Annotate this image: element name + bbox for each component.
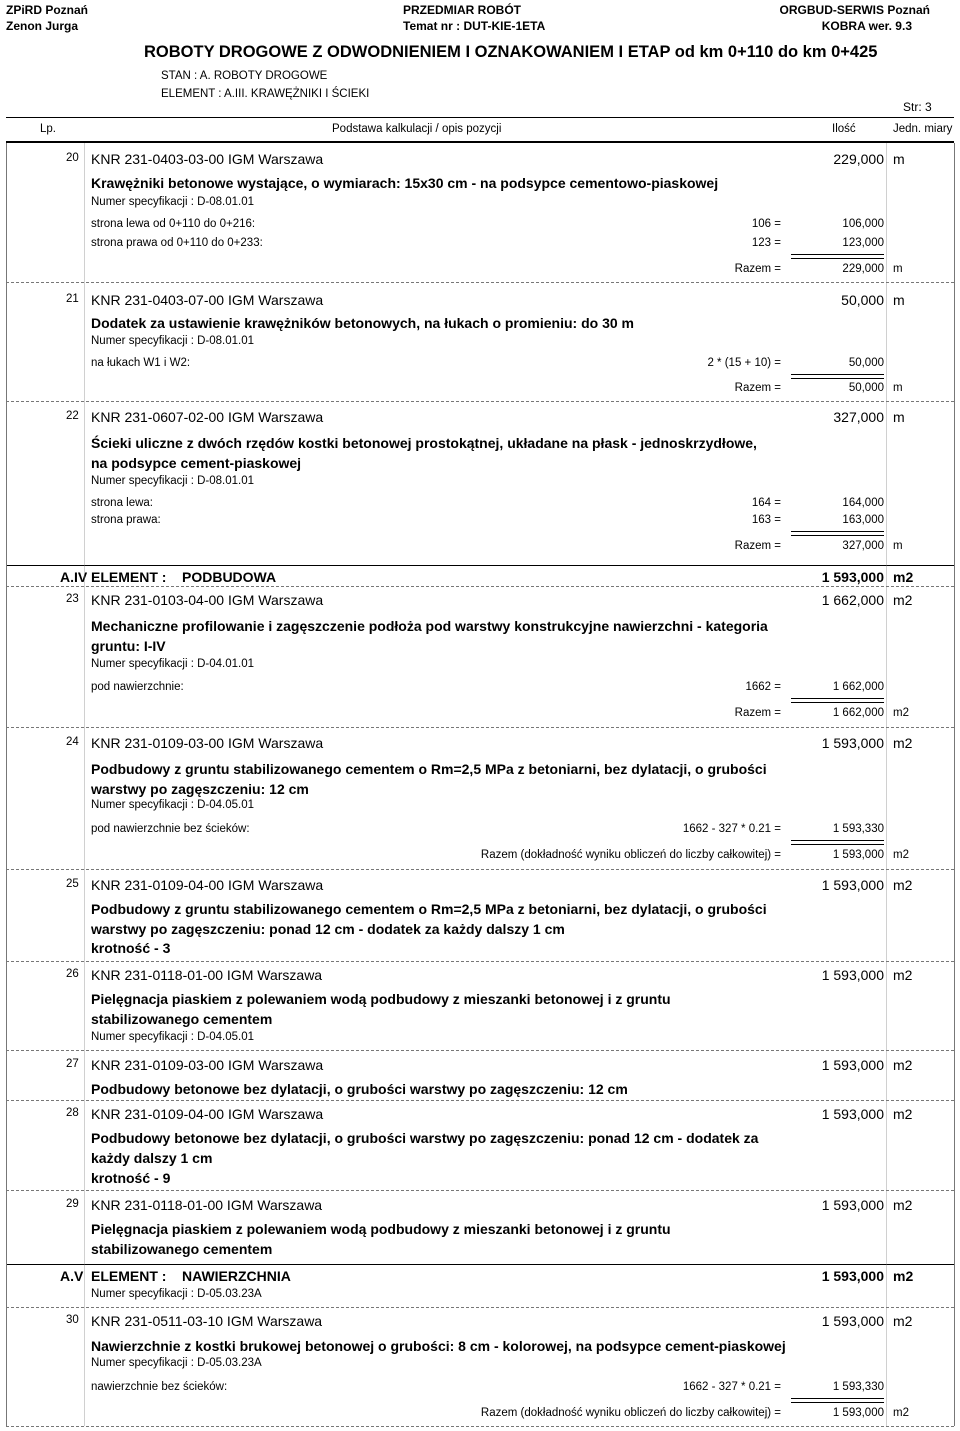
row-separator xyxy=(6,282,954,283)
calc-label: pod nawierzchnie bez ścieków: xyxy=(91,823,250,835)
unit: m xyxy=(893,151,905,167)
header-doc-title: PRZEDMIAR ROBÓT xyxy=(403,3,521,17)
quantity: 1 593,000 xyxy=(821,877,884,893)
razem-label: Razem (dokładność wyniku obliczeń do liczby całkowitej) = xyxy=(480,849,781,861)
quantity: 1 662,000 xyxy=(821,592,884,608)
row-separator xyxy=(6,1307,954,1308)
razem-label: Razem (dokładność wyniku obliczeń do liczby całkowitej) = xyxy=(480,1407,781,1419)
table-border-right xyxy=(954,143,955,1426)
razem-value: 1 593,000 xyxy=(832,849,884,861)
spec-number: Numer specyfikacji : D-05.03.23A xyxy=(91,1357,262,1369)
calc-label: strona prawa: xyxy=(91,514,161,526)
calc-expression: 1662 = xyxy=(745,681,781,693)
position-description: Dodatek za ustawienie krawężników betonowych, na łukach o promieniu: do 30 m xyxy=(91,315,635,331)
lp-number: 30 xyxy=(66,1314,79,1326)
lp-number: 22 xyxy=(66,410,79,422)
sum-rule xyxy=(791,254,884,259)
position-description: Mechaniczne profilowanie i zagęszczenie podłoża pod warstwy konstrukcyjne nawierzchni - kategoria gruntu: I-IV xyxy=(91,618,768,654)
header-author: Zenon Jurga xyxy=(6,19,79,33)
knr-code: KNR 231-0118-01-00 IGM Warszawa xyxy=(91,967,323,983)
element-code: A.V xyxy=(60,1268,84,1284)
calc-expression: 123 = xyxy=(751,237,781,249)
calc-expression: 1662 - 327 * 0.21 = xyxy=(682,1381,781,1393)
element-unit: m2 xyxy=(893,1268,914,1284)
col-basis: Podstawa kalkulacji / opis pozycji xyxy=(332,123,502,135)
razem-unit: m xyxy=(893,540,903,552)
spec-number: Numer specyfikacji : D-04.01.01 xyxy=(91,658,254,670)
element-code: A.IV xyxy=(60,569,88,585)
razem-unit: m2 xyxy=(893,849,909,861)
col-unit: Jedn. miary xyxy=(893,123,953,135)
quantity: 327,000 xyxy=(833,409,884,425)
razem-unit: m2 xyxy=(893,1407,909,1419)
position-description: Podbudowy z gruntu stabilizowanego cementem o Rm=2,5 MPa z betoniarni, bez dylatacji, o grubości warstwy po zagęszczeniu: ponad 12 cm - dodatek za każdy dalszy 1 cm xyxy=(91,901,767,937)
knr-code: KNR 231-0109-03-00 IGM Warszawa xyxy=(91,735,324,751)
column-divider xyxy=(886,143,887,1426)
razem-label: Razem = xyxy=(734,707,781,719)
page-title: ROBOTY DROGOWE Z ODWODNIENIEM I OZNAKOWANIEM I ETAP od km 0+110 do km 0+425 xyxy=(144,43,878,61)
header-company-right: ORGBUD-SERWIS Poznań xyxy=(779,3,930,17)
unit: m2 xyxy=(893,1057,913,1073)
element-quantity: 1 593,000 xyxy=(821,569,884,585)
calc-label: nawierzchnie bez ścieków: xyxy=(91,1381,228,1393)
calc-expression: 2 * (15 + 10) = xyxy=(707,357,781,369)
element-rule xyxy=(6,565,954,566)
calc-expression: 164 = xyxy=(751,497,781,509)
position-description: Pielęgnacja piaskiem z polewaniem wodą podbudowy z mieszanki betonowej i z gruntu stabilizowanego cementem xyxy=(91,1221,671,1257)
col-qty: Ilość xyxy=(832,123,856,135)
row-separator xyxy=(6,961,954,962)
razem-value: 50,000 xyxy=(848,382,884,394)
position-description: Podbudowy betonowe bez dylatacji, o grubości warstwy po zagęszczeniu: ponad 12 cm - dodatek za każdy dalszy 1 cm xyxy=(91,1130,759,1166)
knr-code: KNR 231-0109-04-00 IGM Warszawa xyxy=(91,877,324,893)
lp-number: 23 xyxy=(66,593,79,605)
lp-number: 20 xyxy=(66,152,79,164)
row-separator xyxy=(6,1190,954,1191)
spec-number: Numer specyfikacji : D-04.05.01 xyxy=(91,799,254,811)
unit: m2 xyxy=(893,735,913,751)
sum-rule xyxy=(791,840,884,845)
calc-label: strona prawa od 0+110 do 0+233: xyxy=(91,237,263,249)
knr-code: KNR 231-0511-03-10 IGM Warszawa xyxy=(91,1313,323,1329)
calc-value: 1 593,330 xyxy=(832,823,884,835)
spec-number: Numer specyfikacji : D-08.01.01 xyxy=(91,475,254,487)
page-number: Str: 3 xyxy=(903,100,932,114)
sum-rule xyxy=(791,1398,884,1403)
lp-number: 24 xyxy=(66,736,79,748)
position-description: Krawężniki betonowe wystające, o wymiarach: 15x30 cm - na podsypce cementowo-piaskowej xyxy=(91,175,719,191)
table-border-left xyxy=(6,143,7,1426)
unit: m2 xyxy=(893,1106,913,1122)
quantity: 229,000 xyxy=(833,151,884,167)
calc-value: 163,000 xyxy=(842,514,884,526)
razem-unit: m xyxy=(893,382,903,394)
sum-rule xyxy=(791,531,884,536)
position-description: Pielęgnacja piaskiem z polewaniem wodą podbudowy z mieszanki betonowej i z gruntu stabilizowanego cementem xyxy=(91,991,671,1027)
unit: m xyxy=(893,292,905,308)
razem-value: 1 593,000 xyxy=(832,1407,884,1419)
knr-code: KNR 231-0109-03-00 IGM Warszawa xyxy=(91,1057,324,1073)
row-separator xyxy=(6,401,954,402)
razem-label: Razem = xyxy=(734,382,781,394)
quantity: 1 593,000 xyxy=(821,1057,884,1073)
calc-label: na łukach W1 i W2: xyxy=(91,357,191,369)
header-version: KOBRA wer. 9.3 xyxy=(821,19,912,33)
calc-value: 164,000 xyxy=(842,497,884,509)
knr-code: KNR 231-0403-07-00 IGM Warszawa xyxy=(91,292,324,308)
calc-expression: 163 = xyxy=(751,514,781,526)
quantity: 1 593,000 xyxy=(821,1106,884,1122)
unit: m2 xyxy=(893,967,913,983)
quantity: 1 593,000 xyxy=(821,1197,884,1213)
razem-label: Razem = xyxy=(734,263,781,275)
razem-value: 327,000 xyxy=(842,540,884,552)
calc-value: 50,000 xyxy=(848,357,884,369)
calc-value: 106,000 xyxy=(842,218,884,230)
unit: m xyxy=(893,409,905,425)
razem-value: 229,000 xyxy=(842,263,884,275)
knr-code: KNR 231-0607-02-00 IGM Warszawa xyxy=(91,409,324,425)
unit: m2 xyxy=(893,1313,913,1329)
razem-unit: m2 xyxy=(893,707,909,719)
multiplier: krotność - 3 xyxy=(91,940,171,956)
calc-value: 123,000 xyxy=(842,237,884,249)
razem-label: Razem = xyxy=(734,540,781,552)
row-separator xyxy=(6,727,954,728)
row-separator xyxy=(6,586,954,587)
knr-code: KNR 231-0403-03-00 IGM Warszawa xyxy=(91,151,324,167)
calc-label: strona lewa od 0+110 do 0+216: xyxy=(91,218,256,230)
lp-number: 21 xyxy=(66,293,79,305)
position-description: Nawierzchnie z kostki brukowej betonowej o grubości: 8 cm - kolorowej, na podsypce cement-piaskowej xyxy=(91,1338,786,1354)
quantity: 1 593,000 xyxy=(821,1313,884,1329)
header-rule-bottom xyxy=(6,141,954,143)
element-title: ELEMENT : NAWIERZCHNIA xyxy=(91,1268,291,1284)
row-separator xyxy=(6,1426,954,1427)
sum-rule xyxy=(791,374,884,379)
sum-rule xyxy=(791,698,884,703)
header-company-left: ZPiRD Poznań xyxy=(6,3,89,17)
spec-number: Numer specyfikacji : D-08.01.01 xyxy=(91,335,254,347)
unit: m2 xyxy=(893,1197,913,1213)
calc-value: 1 662,000 xyxy=(832,681,884,693)
spec-number: Numer specyfikacji : D-05.03.23A xyxy=(91,1288,262,1300)
quantity: 50,000 xyxy=(841,292,884,308)
multiplier: krotność - 9 xyxy=(91,1170,171,1186)
calc-expression: 1662 - 327 * 0.21 = xyxy=(682,823,781,835)
row-separator xyxy=(6,869,954,870)
lp-number: 29 xyxy=(66,1198,79,1210)
stan-label: STAN : A. ROBOTY DROGOWE xyxy=(161,70,328,82)
spec-number: Numer specyfikacji : D-04.05.01 xyxy=(91,1031,254,1043)
header-topic: Temat nr : DUT-KIE-1ETA xyxy=(403,19,546,33)
lp-number: 27 xyxy=(66,1058,79,1070)
calc-label: pod nawierzchnie: xyxy=(91,681,184,693)
column-divider xyxy=(84,143,85,1426)
element-rule xyxy=(6,1264,954,1265)
lp-number: 26 xyxy=(66,968,79,980)
element-unit: m2 xyxy=(893,569,914,585)
knr-code: KNR 231-0109-04-00 IGM Warszawa xyxy=(91,1106,324,1122)
element-quantity: 1 593,000 xyxy=(821,1268,884,1284)
calc-expression: 106 = xyxy=(751,218,781,230)
calc-value: 1 593,330 xyxy=(832,1381,884,1393)
spec-number: Numer specyfikacji : D-08.01.01 xyxy=(91,196,254,208)
header-rule-top xyxy=(6,117,954,118)
row-separator xyxy=(6,1050,954,1051)
row-separator xyxy=(6,1100,954,1101)
knr-code: KNR 231-0118-01-00 IGM Warszawa xyxy=(91,1197,323,1213)
element-label: ELEMENT : A.III. KRAWĘŻNIKI I ŚCIEKI xyxy=(161,88,370,100)
unit: m2 xyxy=(893,592,913,608)
col-lp: Lp. xyxy=(40,123,56,135)
razem-unit: m xyxy=(893,263,903,275)
quantity: 1 593,000 xyxy=(821,735,884,751)
knr-code: KNR 231-0103-04-00 IGM Warszawa xyxy=(91,592,324,608)
element-title: ELEMENT : PODBUDOWA xyxy=(91,569,277,585)
position-description: Podbudowy z gruntu stabilizowanego cementem o Rm=2,5 MPa z betoniarni, bez dylatacji, o grubości warstwy po zagęszczeniu: 12 cm xyxy=(91,761,767,797)
lp-number: 25 xyxy=(66,878,79,890)
unit: m2 xyxy=(893,877,913,893)
position-description: Ścieki uliczne z dwóch rzędów kostki betonowej prostokątnej, układane na płask - jednoskrzydłowe, na podsypce cement-piaskowej xyxy=(91,435,757,471)
quantity: 1 593,000 xyxy=(821,967,884,983)
razem-value: 1 662,000 xyxy=(832,707,884,719)
lp-number: 28 xyxy=(66,1107,79,1119)
calc-label: strona lewa: xyxy=(91,497,154,509)
position-description: Podbudowy betonowe bez dylatacji, o grubości warstwy po zagęszczeniu: 12 cm xyxy=(91,1081,628,1097)
